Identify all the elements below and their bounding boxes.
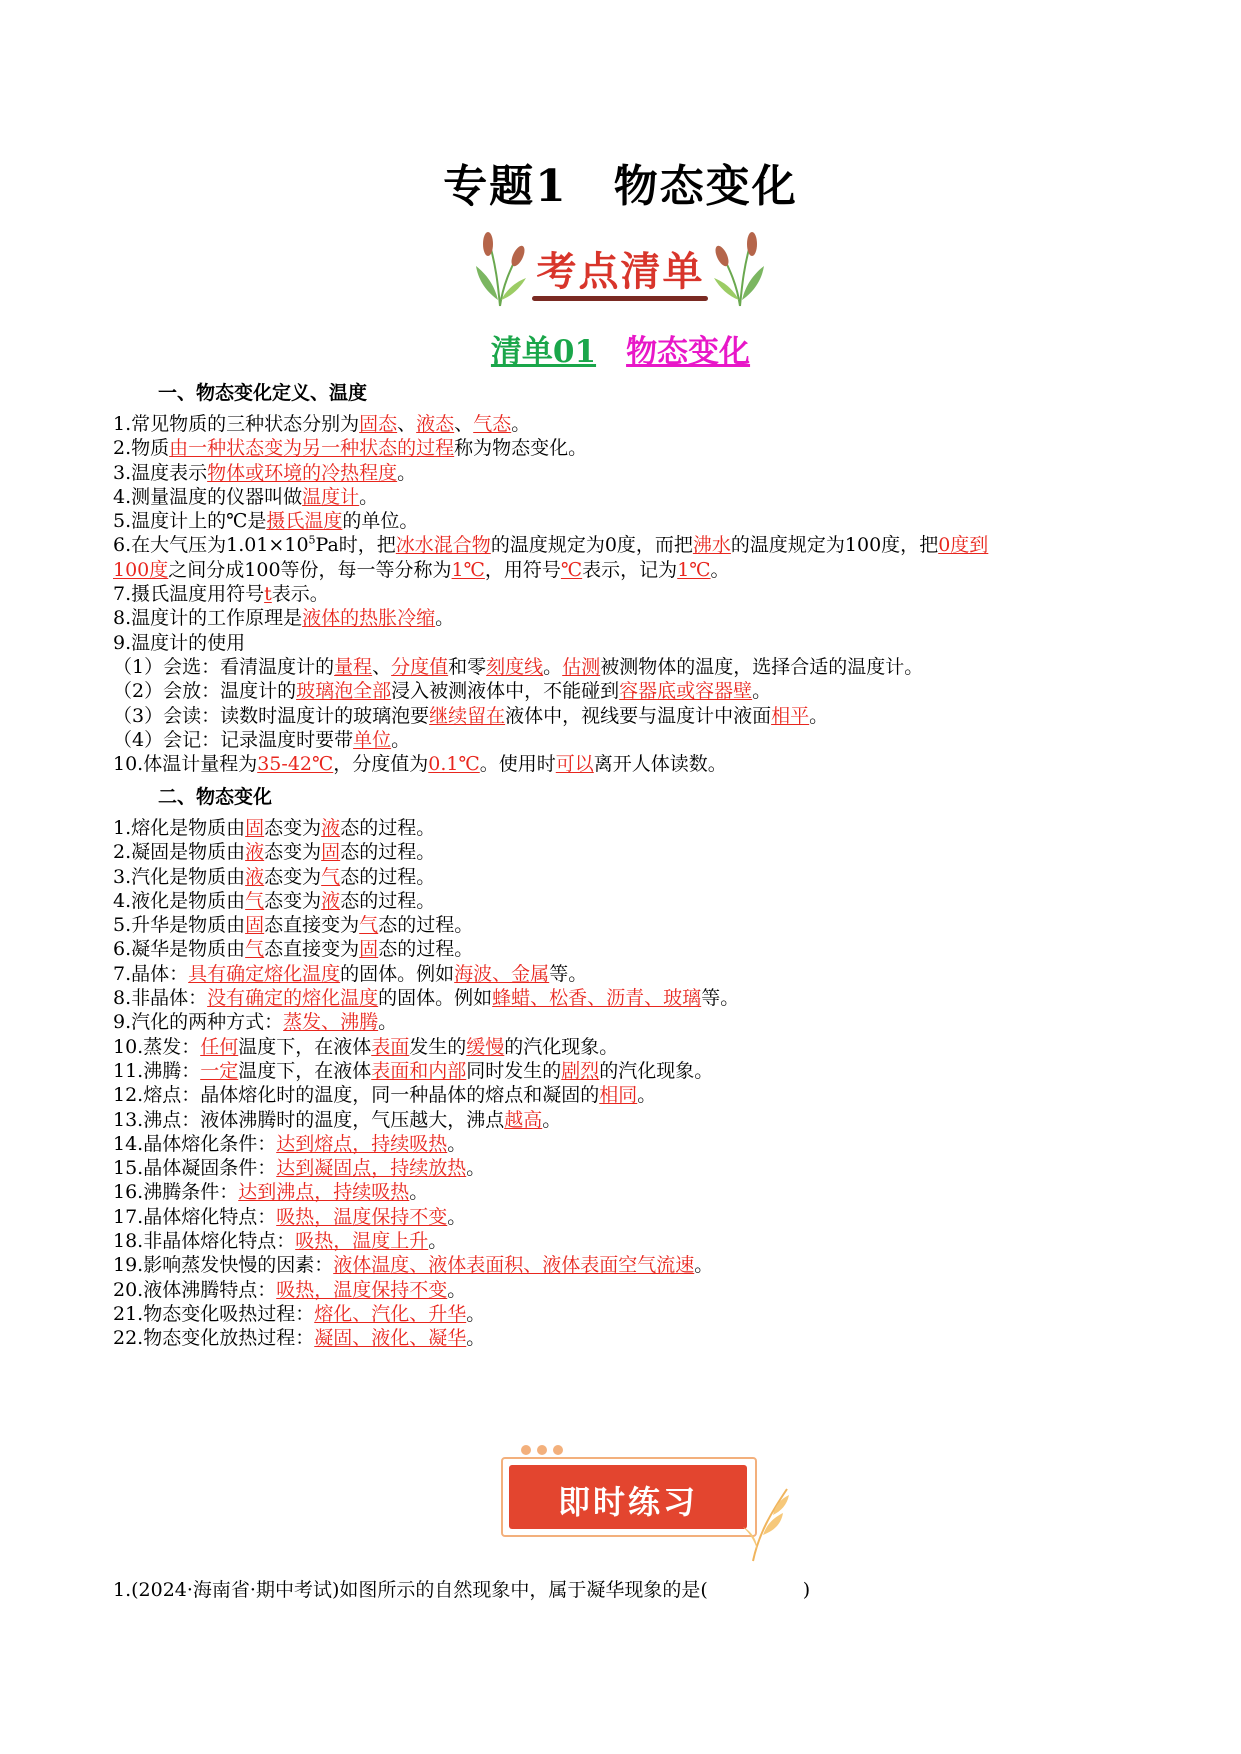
item-text: 等。	[701, 987, 740, 1010]
item-text: 。	[543, 655, 563, 678]
item-text: 16.沸腾条件：	[113, 1181, 239, 1204]
item-text: （4）会记：记录温度时要带	[113, 728, 354, 751]
answer-text: 相平	[771, 704, 810, 727]
answer-text: 液态	[416, 413, 455, 435]
page-title: 专题1 物态变化	[443, 161, 798, 212]
answer-text: 1℃	[677, 558, 711, 581]
item-text: 的汽化现象。	[599, 1059, 714, 1082]
item-text: 。	[542, 1108, 562, 1131]
item-text: 的固体。例如	[378, 987, 493, 1010]
item-text: 态变为	[264, 889, 322, 912]
item-text: 20.液体沸腾特点：	[113, 1278, 277, 1301]
item-text: 9.温度计的使用	[113, 631, 246, 654]
list-item	[113, 913, 1143, 937]
answer-text: 1℃	[451, 558, 485, 581]
answer-text: 一定	[200, 1059, 239, 1082]
answer-text: 继续留在	[429, 704, 506, 727]
answer-text: 0度到	[938, 534, 989, 557]
item-text: 15.晶体凝固条件：	[113, 1157, 277, 1180]
answer-text: 蒸发、沸腾	[283, 1011, 379, 1034]
item-text: 。	[391, 728, 411, 751]
item-text: 表示，记为	[582, 558, 678, 581]
answer-text: 可以	[555, 753, 594, 776]
answer-text: 凝固、液化、凝华	[314, 1327, 467, 1350]
item-text: 3.温度表示	[113, 461, 208, 484]
item-text: 。	[447, 1132, 467, 1155]
answer-text: 玻璃泡全部	[296, 680, 392, 703]
list-item	[113, 1132, 1143, 1156]
item-text: 的汽化现象。	[504, 1035, 619, 1058]
list-item	[113, 1302, 1143, 1326]
list-item	[113, 728, 1143, 752]
item-text: 、	[372, 655, 392, 678]
item-text: 。	[378, 1011, 398, 1034]
item-text: 。使用时	[479, 753, 556, 776]
answer-text: 表面	[371, 1035, 410, 1058]
answer-text: 容器底或容器壁	[619, 680, 753, 703]
answer-text: 35-42℃	[257, 753, 334, 776]
item-text: 7.摄氏温度用符号	[113, 583, 265, 606]
item-text: 10.蒸发：	[113, 1035, 201, 1058]
item-text: 态的过程。	[378, 914, 474, 937]
item-text: 、	[454, 413, 474, 435]
list-item	[113, 1156, 1143, 1180]
item-text: 态的过程。	[340, 865, 436, 888]
list-item	[113, 1083, 1143, 1107]
item-text: 。	[694, 1254, 714, 1277]
answer-text: 吸热，温度保持不变	[276, 1205, 448, 1228]
list-item	[113, 1326, 1143, 1350]
item-text: 。	[710, 558, 730, 581]
item-text: 态变为	[264, 865, 322, 888]
section2-list	[113, 816, 1143, 1351]
item-text: 2.凝固是物质由	[113, 841, 246, 864]
answer-text: 液体的热胀冷缩	[302, 607, 436, 630]
subtitle-list-number: 清单01	[490, 334, 597, 370]
item-text: 离开人体读数。	[593, 753, 727, 776]
left-wheat-icon	[470, 230, 530, 308]
answer-text: 达到沸点，持续吸热	[238, 1181, 410, 1204]
answer-text: 固	[245, 817, 265, 839]
subtitle-topic: 物态变化	[626, 334, 751, 370]
item-text: 。	[397, 461, 417, 484]
answer-text: ℃	[560, 558, 583, 581]
superscript: 5	[308, 534, 316, 548]
item-text: 称为物态变化。	[454, 437, 588, 460]
list-item	[113, 679, 1143, 703]
item-text: 10.体温计量程为	[113, 753, 258, 776]
section2-heading: 二、物态变化	[158, 786, 273, 808]
list-item	[113, 1253, 1143, 1277]
answer-text: 沸水	[692, 534, 731, 557]
list-item	[113, 461, 1143, 485]
item-text: 的温度规定为0度，而把	[490, 534, 693, 557]
list-item	[113, 962, 1143, 986]
item-text: 8.温度计的工作原理是	[113, 607, 303, 630]
item-text: 21.物态变化吸热过程：	[113, 1302, 315, 1325]
answer-text: 没有确定的熔化温度	[207, 987, 379, 1010]
item-text: 4.测量温度的仪器叫做	[113, 485, 303, 508]
right-wheat-icon	[710, 230, 770, 308]
item-text: 14.晶体熔化条件：	[113, 1132, 277, 1155]
item-text: （1）会选：看清温度计的	[113, 655, 335, 678]
list-item	[113, 606, 1143, 630]
item-text: 。	[428, 1230, 448, 1253]
answer-text: 气	[359, 914, 379, 937]
item-text: 1.常见物质的三种状态分别为	[113, 413, 360, 435]
answer-text: 表面和内部	[371, 1059, 467, 1082]
section1-list	[113, 412, 1143, 776]
item-text: 和零	[448, 655, 487, 678]
answer-text: 剧烈	[561, 1059, 600, 1082]
list-item	[113, 752, 1143, 776]
item-text: 液体中，视线要与温度计中液面	[505, 704, 772, 727]
item-text: 。	[435, 607, 455, 630]
answer-text: t	[264, 583, 272, 606]
item-text: 11.沸腾：	[113, 1059, 201, 1082]
answer-text: 固	[359, 938, 379, 961]
item-text: ，分度值为	[333, 753, 429, 776]
list-item	[113, 1035, 1143, 1059]
answer-text: 刻度线	[486, 655, 544, 678]
item-text: 18.非晶体熔化特点：	[113, 1230, 296, 1253]
item-text: 8.非晶体：	[113, 987, 208, 1010]
item-text: 态的过程。	[340, 841, 436, 864]
item-text: （2）会放：温度计的	[113, 680, 297, 703]
item-text: 。	[447, 1278, 467, 1301]
answer-text: 液	[321, 889, 341, 912]
item-text: 的单位。	[342, 510, 419, 533]
item-text: 。	[447, 1205, 467, 1228]
item-text: 、	[397, 413, 417, 435]
item-text: 等。	[549, 962, 588, 985]
answer-text: 蜂蜡、松香、沥青、玻璃	[492, 987, 702, 1010]
answer-text: 液	[245, 865, 265, 888]
list-item	[113, 986, 1143, 1010]
answer-text: 气	[245, 889, 265, 912]
list-item	[113, 558, 1143, 582]
item-text: Pa时，把	[315, 534, 396, 557]
answer-text: 液	[245, 841, 265, 864]
item-text: 6.在大气压为1.01×10	[113, 534, 309, 557]
answer-text: 任何	[200, 1035, 239, 1058]
answer-text: 相同	[599, 1084, 638, 1107]
item-text: 12.熔点：晶体熔化时的温度，同一种晶体的熔点和凝固的	[113, 1084, 600, 1107]
answer-text: 熔化、汽化、升华	[314, 1302, 467, 1325]
answer-text: 由一种状态变为另一种状态的过程	[169, 437, 455, 460]
answer-text: 具有确定熔化温度	[188, 962, 341, 985]
answer-text: 达到凝固点，持续放热	[276, 1157, 467, 1180]
list-item	[113, 1205, 1143, 1229]
item-text: 4.液化是物质由	[113, 889, 246, 912]
item-text: 。	[752, 680, 772, 703]
list-item	[113, 485, 1143, 509]
answer-text: 估测	[562, 655, 601, 678]
list-item	[113, 1010, 1143, 1034]
list-item	[113, 937, 1143, 961]
answer-text: 单位	[353, 728, 392, 751]
item-text: 2.物质	[113, 437, 170, 460]
answer-text: 固	[321, 841, 341, 864]
answer-text: 气态	[473, 413, 512, 435]
item-text: 态的过程。	[378, 938, 474, 961]
answer-text: 固	[245, 914, 265, 937]
item-text: 。	[809, 704, 829, 727]
list-item	[113, 816, 1143, 840]
list-item	[113, 865, 1143, 889]
dot-icon	[553, 1445, 563, 1455]
list-item	[113, 1229, 1143, 1253]
item-text: 态的过程。	[340, 817, 436, 839]
item-text: 态的过程。	[340, 889, 436, 912]
answer-text: 液	[321, 817, 341, 839]
item-text: 13.沸点：液体沸腾时的温度，气压越大，沸点	[113, 1108, 505, 1131]
item-text: 态变为	[264, 817, 322, 839]
list-item	[113, 889, 1143, 913]
answer-text: 达到熔点，持续吸热	[276, 1132, 448, 1155]
item-text: 。	[511, 413, 531, 435]
item-text: 的温度规定为100度，把	[730, 534, 939, 557]
item-text: 态直接变为	[264, 914, 360, 937]
item-text: ，用符号	[484, 558, 561, 581]
item-text: 。	[466, 1327, 486, 1350]
item-text: 态变为	[264, 841, 322, 864]
item-text: 表示。	[271, 583, 329, 606]
banner-label: 考点清单	[536, 249, 705, 295]
practice-label: 即时练习	[557, 1483, 698, 1521]
list-item	[113, 533, 1143, 557]
list-item	[113, 1180, 1143, 1204]
list-item	[113, 1278, 1143, 1302]
answer-text: 温度计	[302, 485, 360, 508]
item-text: 温度下，在液体	[238, 1059, 372, 1082]
item-text: 。	[409, 1181, 429, 1204]
question-1: 1.(2024·海南省·期中考试)如图所示的自然现象中，属于凝华现象的是( )	[113, 1579, 811, 1601]
item-text: 7.晶体：	[113, 962, 189, 985]
answer-text: 量程	[334, 655, 373, 678]
section1-heading: 一、物态变化定义、温度	[158, 382, 368, 404]
item-text: 同时发生的	[466, 1059, 562, 1082]
item-text: 。	[359, 485, 379, 508]
item-text: 浸入被测液体中，不能碰到	[391, 680, 620, 703]
list-item	[113, 436, 1143, 460]
answer-text: 100度	[113, 558, 169, 581]
answer-text: 吸热，温度保持不变	[276, 1278, 448, 1301]
answer-text: 液体温度、液体表面积、液体表面空气流速	[333, 1254, 695, 1277]
list-item	[113, 631, 1143, 655]
answer-text: 海波、金属	[454, 962, 550, 985]
item-text: 5.温度计上的℃是	[113, 510, 267, 533]
answer-text: 冰水混合物	[395, 534, 491, 557]
answer-text: 分度值	[391, 655, 449, 678]
wheat-leaf-icon	[743, 1483, 793, 1563]
banner-underline	[532, 296, 708, 301]
answer-text: 摄氏温度	[266, 510, 343, 533]
item-text: 之间分成100等份，每一等分称为	[168, 558, 452, 581]
list-item	[113, 655, 1143, 679]
item-text: 发生的	[409, 1035, 467, 1058]
list-item	[113, 509, 1143, 533]
item-text: 17.晶体熔化特点：	[113, 1205, 277, 1228]
item-text: （3）会读：读数时温度计的玻璃泡要	[113, 704, 430, 727]
section-subtitle	[0, 326, 1241, 371]
answer-text: 物体或环境的冷热程度	[207, 461, 398, 484]
list-item	[113, 1059, 1143, 1083]
dot-icon	[521, 1445, 531, 1455]
item-text: 被测物体的温度，选择合适的温度计。	[600, 655, 924, 678]
list-item	[113, 582, 1143, 606]
item-text: 态直接变为	[264, 938, 360, 961]
item-text: 温度下，在液体	[238, 1035, 372, 1058]
item-text: 。	[637, 1084, 657, 1107]
item-text: 1.熔化是物质由	[113, 817, 246, 839]
item-text: 的固体。例如	[340, 962, 455, 985]
list-item	[113, 1108, 1143, 1132]
item-text: 3.汽化是物质由	[113, 865, 246, 888]
item-text: 22.物态变化放热过程：	[113, 1327, 315, 1350]
item-text: 5.升华是物质由	[113, 914, 246, 937]
answer-text: 气	[245, 938, 265, 961]
list-item	[113, 412, 1143, 436]
item-text: 9.汽化的两种方式：	[113, 1011, 284, 1034]
item-text: 。	[466, 1302, 486, 1325]
list-item	[113, 704, 1143, 728]
dot-icon	[537, 1445, 547, 1455]
practice-banner	[497, 1443, 797, 1573]
item-text: 6.凝华是物质由	[113, 938, 246, 961]
exam-points-banner	[470, 230, 770, 308]
answer-text: 缓慢	[466, 1035, 505, 1058]
item-text: 。	[466, 1157, 486, 1180]
answer-text: 越高	[504, 1108, 543, 1131]
answer-text: 吸热，温度上升	[295, 1230, 429, 1253]
item-text: 19.影响蒸发快慢的因素：	[113, 1254, 334, 1277]
answer-text: 固态	[359, 413, 398, 435]
answer-text: 0.1℃	[428, 753, 480, 776]
answer-text: 气	[321, 865, 341, 888]
list-item	[113, 840, 1143, 864]
